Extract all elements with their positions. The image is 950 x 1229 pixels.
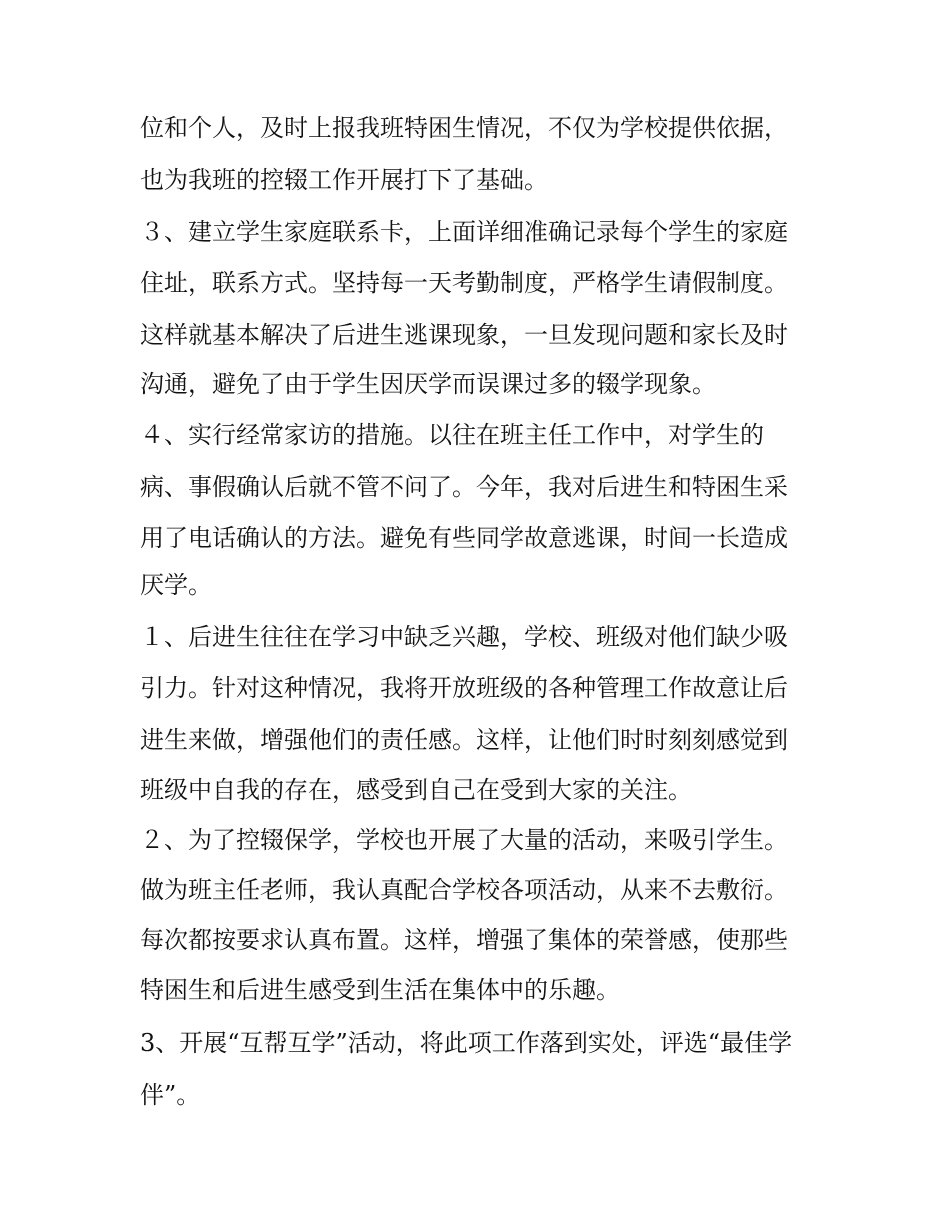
text-line: 伴”。 bbox=[140, 1081, 201, 1109]
text-line: 引力。针对这种情况，我将开放班级的各种管理工作故意让后 bbox=[140, 674, 788, 702]
text-line: 做为班主任老师，我认真配合学校各项活动，从来不去敷衍。 bbox=[140, 876, 788, 904]
text-line: 用了电话确认的方法。避免有些同学故意逃课，时间一长造成 bbox=[140, 524, 788, 552]
text-line: 也为我班的控辍工作开展打下了基础。 bbox=[140, 166, 548, 194]
text-line: 3、开展“互帮互学”活动，将此项工作落到实处，评选“最佳学 bbox=[140, 1029, 793, 1057]
text-line: ４、实行经常家访的措施。以往在班主任工作中，对学生的 bbox=[140, 421, 764, 449]
text-line: 沟通，避免了由于学生因厌学而误课过多的辍学现象。 bbox=[140, 370, 716, 398]
text-line: 特困生和后进生感受到生活在集体中的乐趣。 bbox=[140, 976, 620, 1004]
text-line: ２、为了控辍保学，学校也开展了大量的活动，来吸引学生。 bbox=[140, 826, 788, 854]
text-line: 厌学。 bbox=[140, 571, 212, 599]
text-line: 每次都按要求认真布置。这样，增强了集体的荣誉感，使那些 bbox=[140, 926, 788, 954]
text-line: 进生来做，增强他们的责任感。这样，让他们时时刻刻感觉到 bbox=[140, 726, 788, 754]
text-line: 这样就基本解决了后进生逃课现象，一旦发现问题和家长及时 bbox=[140, 321, 788, 349]
text-line: １、后进生往往在学习中缺乏兴趣，学校、班级对他们缺少吸 bbox=[140, 623, 788, 651]
text-line: 班级中自我的存在，感受到自己在受到大家的关注。 bbox=[140, 776, 692, 804]
text-line: 病、事假确认后就不管不问了。今年，我对后进生和特困生采 bbox=[140, 473, 788, 501]
text-line: 位和个人，及时上报我班特困生情况，不仅为学校提供依据， bbox=[140, 114, 788, 142]
text-line: ３、建立学生家庭联系卡，上面详细准确记录每个学生的家庭 bbox=[140, 218, 788, 246]
text-line: 住址，联系方式。坚持每一天考勤制度，严格学生请假制度。 bbox=[140, 269, 788, 297]
